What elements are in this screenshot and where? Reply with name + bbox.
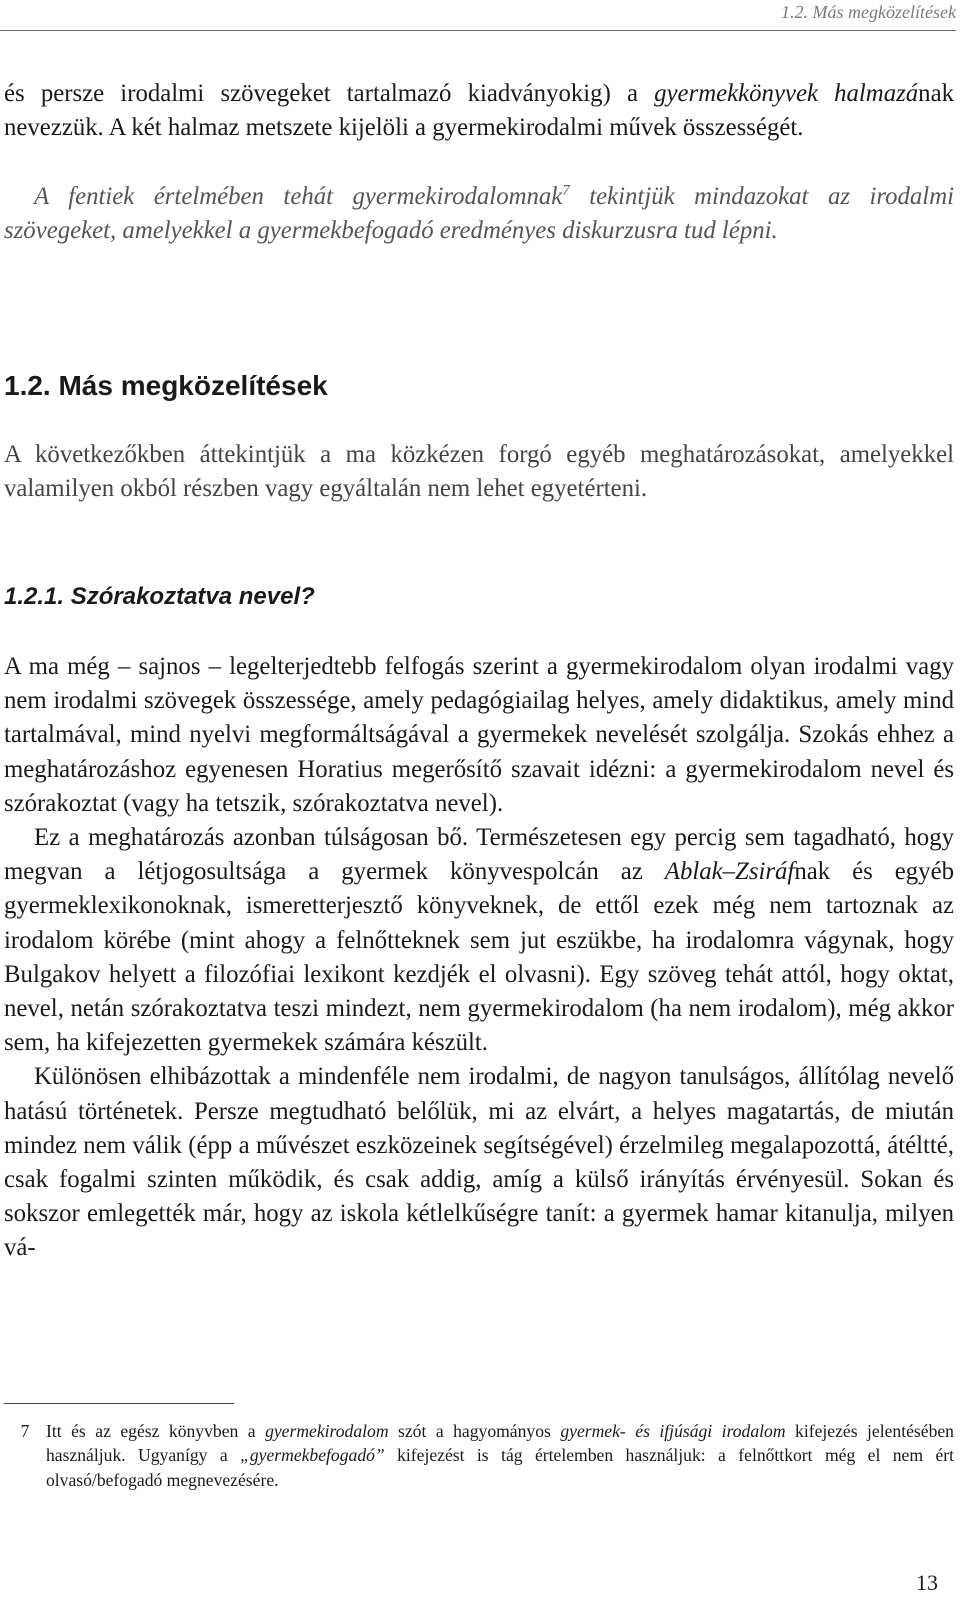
book-title: Ablak–Zsiráf — [664, 858, 795, 886]
footnote-text-4: kifejezést is tág értelemben használjuk: a felnőttkort még el nem ért olvasó/befogadó megnevezésére. — [46, 1445, 955, 1490]
running-header-title: 1.2. Más megközelítések — [781, 2, 956, 22]
footnote — [4, 1419, 954, 1492]
body-paragraph-2-text-2: nak és egyéb gyermeklexikonoknak, ismeretterjesztő könyveknek, de ettől ezek még nem tartoznak az irodalom körébe (mint ahogy a felnőtteknek sem jut eszükbe, ha irodalomra vágynak, hogy Bulgakov helyett a filozófiai lexikont kezdjék el olvasni). Egy szöveg tehát attól, hogy oktat, nevel, netán szórakoztatva teszi mindezt, nem gyermekirodalom (ha nem irodalom), még akkor sem, ha kifejezetten gyermekek számára készült. — [4, 858, 954, 1057]
footnote-divider — [4, 1403, 234, 1404]
page-number: 13 — [916, 1570, 938, 1595]
footnote-reference[interactable]: 7 — [562, 182, 570, 199]
body-paragraph-1: A ma még – sajnos – legelterjedtebb felfogás szerint a gyermekirodalom olyan irodalmi vagy nem irodalmi szövegek összessége, amely pedagógiailag helyes, amely didaktikus, amely mind tartalmával, mind nyelvi megformáltságával a gyermekek nevelését szolgálja. Szokás ehhez a meghatározáshoz egyenesen Horatius megerősítő szavait idézni: a gyermekirodalom nevel és szórakoztat (vagy ha tetszik, szórakoztatva nevel). — [4, 653, 954, 817]
continuation-term: gyermekkönyvek halmazá — [654, 80, 919, 107]
footnote-number: 7 — [20, 1421, 30, 1441]
definition-text-1: A fentiek értelmében tehát gyermekirodalomnak — [34, 183, 563, 210]
footnote-text — [46, 1419, 954, 1492]
continuation-paragraph — [4, 77, 954, 145]
running-header — [0, 0, 956, 31]
footnote-text-1: Itt és az egész könyvben a — [46, 1421, 266, 1441]
body-paragraph-2-text-1: Ez a meghatározás azonban túlságosan bő. Természetesen egy percig sem tagadható, hogy megvan a létjogosultsága a gyermek könyvespolcán az — [4, 824, 954, 886]
footnote-term-3: „gyermekbefogadó” — [240, 1445, 385, 1466]
footnote-text-3: kifejezés jelentésében használjuk. Ugyanígy a — [46, 1421, 954, 1466]
continuation-text-1: és persze irodalmi szövegeket tartalmazó kiadványokig) a — [4, 80, 655, 107]
section-heading: 1.2. Más megközelítések — [4, 370, 328, 401]
definition-text-2: tekintjük mindazokat az irodalmi szövegeket, amelyekkel a gyermekbefogadó eredményes diskurzusra tud lépni. — [4, 183, 954, 245]
body-paragraph-2 — [4, 821, 954, 1060]
section-intro-paragraph: A következőkben áttekintjük a ma közkézen forgó egyéb meghatározásokat, amelyekkel valamilyen okból részben vagy egyáltalán nem lehet egyetérteni. — [4, 441, 954, 503]
footnote-text-2: szót a hagyományos — [388, 1421, 561, 1441]
definition-paragraph — [4, 180, 954, 248]
body-paragraph-3: Különösen elhibázottak a mindenféle nem irodalmi, de nagyon tanulságos, állítólag nevelő hatású történetek. Persze megtudható belőlük, mi az elvárt, a helyes magatartás, de miután mindez nem válik (épp a művészet eszközeinek segítségével) érzelmileg megalapozottá, átéltté, csak fogalmi szinten működik, és csak addig, amíg a külső irányítás érvényesül. Sokan és sokszor emlegették már, hogy az iskola kétlelkűségre tanít: a gyermek hamar kitanulja, milyen vá- — [4, 1063, 954, 1262]
footnote-term-1: gyermekirodalom — [265, 1421, 389, 1441]
body-text — [4, 650, 954, 1266]
continuation-text-2: nak nevezzük. A két halmaz metszete kijelöli a gyermekirodalmi művek összességét. — [4, 80, 954, 142]
subsection-heading: 1.2.1. Szórakoztatva nevel? — [4, 583, 315, 610]
footnote-term-2: gyermek- és ifjúsági irodalom — [560, 1421, 786, 1441]
